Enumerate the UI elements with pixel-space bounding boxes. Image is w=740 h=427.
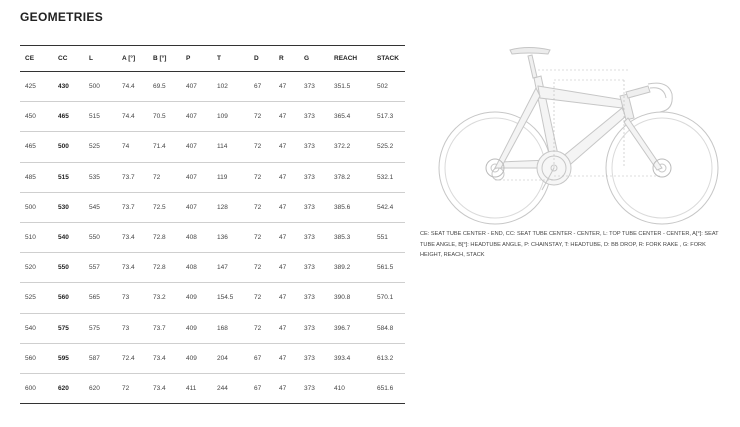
table-cell: 47 bbox=[274, 132, 299, 162]
table-cell: 407 bbox=[181, 102, 212, 132]
table-cell: 69.5 bbox=[148, 72, 181, 102]
table-cell: 535 bbox=[84, 162, 117, 192]
table-cell: 584.8 bbox=[372, 313, 405, 343]
table-cell: 47 bbox=[274, 102, 299, 132]
table-cell: 587 bbox=[84, 343, 117, 373]
table-cell: 595 bbox=[53, 343, 84, 373]
table-cell: 73 bbox=[117, 313, 148, 343]
table-cell: 47 bbox=[274, 222, 299, 252]
col-header: T bbox=[212, 46, 249, 72]
table-cell: 425 bbox=[20, 72, 53, 102]
col-header: A [°] bbox=[117, 46, 148, 72]
table-cell: 128 bbox=[212, 192, 249, 222]
table-cell: 47 bbox=[274, 253, 299, 283]
table-cell: 373 bbox=[299, 283, 329, 313]
table-cell: 73.7 bbox=[117, 192, 148, 222]
table-cell: 114 bbox=[212, 132, 249, 162]
table-cell: 67 bbox=[249, 343, 274, 373]
table-cell: 517.3 bbox=[372, 102, 405, 132]
table-cell: 365.4 bbox=[329, 102, 372, 132]
table-cell: 373 bbox=[299, 343, 329, 373]
table-cell: 485 bbox=[20, 162, 53, 192]
table-cell: 373 bbox=[299, 253, 329, 283]
table-row bbox=[20, 373, 405, 403]
page-title: GEOMETRIES bbox=[20, 10, 104, 24]
table-cell: 47 bbox=[274, 283, 299, 313]
table-cell: 74.4 bbox=[117, 72, 148, 102]
table-cell: 408 bbox=[181, 253, 212, 283]
table-cell: 244 bbox=[212, 373, 249, 403]
table-cell: 373 bbox=[299, 222, 329, 252]
table-cell: 532.1 bbox=[372, 162, 405, 192]
table-cell: 373 bbox=[299, 162, 329, 192]
table-cell: 72.8 bbox=[148, 222, 181, 252]
table-cell: 651.6 bbox=[372, 373, 405, 403]
geometry-table bbox=[20, 45, 405, 404]
table-cell: 407 bbox=[181, 162, 212, 192]
col-header: G bbox=[299, 46, 329, 72]
col-header: CE bbox=[20, 46, 53, 72]
table-cell: 72 bbox=[249, 102, 274, 132]
col-header: P bbox=[181, 46, 212, 72]
table-cell: 72 bbox=[249, 313, 274, 343]
table-cell: 393.4 bbox=[329, 343, 372, 373]
table-row bbox=[20, 253, 405, 283]
table-cell: 73.4 bbox=[148, 343, 181, 373]
table-cell: 515 bbox=[84, 102, 117, 132]
table-cell: 378.2 bbox=[329, 162, 372, 192]
table-cell: 47 bbox=[274, 313, 299, 343]
table-cell: 109 bbox=[212, 102, 249, 132]
table-cell: 525 bbox=[84, 132, 117, 162]
table-cell: 550 bbox=[53, 253, 84, 283]
table-cell: 389.2 bbox=[329, 253, 372, 283]
table-cell: 154.5 bbox=[212, 283, 249, 313]
table-cell: 136 bbox=[212, 222, 249, 252]
table-cell: 390.8 bbox=[329, 283, 372, 313]
table-cell: 407 bbox=[181, 72, 212, 102]
table-cell: 74 bbox=[117, 132, 148, 162]
table-cell: 72 bbox=[148, 162, 181, 192]
table-header-row bbox=[20, 46, 405, 72]
bicycle-geometry-icon bbox=[410, 40, 730, 225]
table-cell: 47 bbox=[274, 343, 299, 373]
table-row bbox=[20, 222, 405, 252]
table-cell: 385.3 bbox=[329, 222, 372, 252]
table-cell: 73.4 bbox=[117, 222, 148, 252]
table-cell: 72.8 bbox=[148, 253, 181, 283]
col-header: REACH bbox=[329, 46, 372, 72]
table-cell: 620 bbox=[53, 373, 84, 403]
table-row bbox=[20, 132, 405, 162]
table-cell: 561.5 bbox=[372, 253, 405, 283]
table-cell: 540 bbox=[53, 222, 84, 252]
table-cell: 396.7 bbox=[329, 313, 372, 343]
table-cell: 525.2 bbox=[372, 132, 405, 162]
table-cell: 47 bbox=[274, 72, 299, 102]
col-header: STACK bbox=[372, 46, 405, 72]
table-cell: 72.4 bbox=[117, 343, 148, 373]
table-cell: 47 bbox=[274, 373, 299, 403]
table-cell: 613.2 bbox=[372, 343, 405, 373]
table-cell: 74.4 bbox=[117, 102, 148, 132]
table-cell: 73.7 bbox=[148, 313, 181, 343]
table-cell: 565 bbox=[84, 283, 117, 313]
table-cell: 47 bbox=[274, 162, 299, 192]
table-cell: 72.5 bbox=[148, 192, 181, 222]
table-cell: 204 bbox=[212, 343, 249, 373]
table-cell: 407 bbox=[181, 132, 212, 162]
table-cell: 450 bbox=[20, 102, 53, 132]
table-cell: 73.2 bbox=[148, 283, 181, 313]
table-cell: 409 bbox=[181, 343, 212, 373]
table-row bbox=[20, 162, 405, 192]
table-cell: 168 bbox=[212, 313, 249, 343]
table-cell: 73 bbox=[117, 283, 148, 313]
table-cell: 70.5 bbox=[148, 102, 181, 132]
table-cell: 72 bbox=[249, 132, 274, 162]
table-cell: 520 bbox=[20, 253, 53, 283]
col-header: CC bbox=[53, 46, 84, 72]
table-cell: 351.5 bbox=[329, 72, 372, 102]
table-cell: 72 bbox=[249, 253, 274, 283]
table-cell: 410 bbox=[329, 373, 372, 403]
table-cell: 550 bbox=[84, 222, 117, 252]
table-cell: 373 bbox=[299, 373, 329, 403]
table-cell: 373 bbox=[299, 132, 329, 162]
table-cell: 465 bbox=[53, 102, 84, 132]
table-cell: 409 bbox=[181, 283, 212, 313]
table-cell: 570.1 bbox=[372, 283, 405, 313]
table-row bbox=[20, 313, 405, 343]
table-row bbox=[20, 102, 405, 132]
table-cell: 373 bbox=[299, 313, 329, 343]
table-row bbox=[20, 192, 405, 222]
table-cell: 530 bbox=[53, 192, 84, 222]
table-cell: 67 bbox=[249, 72, 274, 102]
table-cell: 407 bbox=[181, 192, 212, 222]
table-cell: 72 bbox=[249, 192, 274, 222]
table-cell: 147 bbox=[212, 253, 249, 283]
col-header: B [°] bbox=[148, 46, 181, 72]
table-cell: 515 bbox=[53, 162, 84, 192]
table-cell: 372.2 bbox=[329, 132, 372, 162]
table-cell: 542.4 bbox=[372, 192, 405, 222]
table-cell: 500 bbox=[53, 132, 84, 162]
table-cell: 67 bbox=[249, 373, 274, 403]
table-row bbox=[20, 343, 405, 373]
table-cell: 575 bbox=[84, 313, 117, 343]
table-cell: 72 bbox=[249, 162, 274, 192]
table-cell: 373 bbox=[299, 72, 329, 102]
table-cell: 500 bbox=[84, 72, 117, 102]
table-cell: 373 bbox=[299, 192, 329, 222]
table-cell: 545 bbox=[84, 192, 117, 222]
table-cell: 119 bbox=[212, 162, 249, 192]
table-cell: 373 bbox=[299, 102, 329, 132]
table-cell: 73.4 bbox=[117, 253, 148, 283]
table-cell: 47 bbox=[274, 192, 299, 222]
table-cell: 502 bbox=[372, 72, 405, 102]
col-header: R bbox=[274, 46, 299, 72]
table-cell: 540 bbox=[20, 313, 53, 343]
table-cell: 525 bbox=[20, 283, 53, 313]
table-cell: 560 bbox=[53, 283, 84, 313]
col-header: D bbox=[249, 46, 274, 72]
table-cell: 72 bbox=[117, 373, 148, 403]
table-cell: 408 bbox=[181, 222, 212, 252]
table-cell: 409 bbox=[181, 313, 212, 343]
table-cell: 71.4 bbox=[148, 132, 181, 162]
table-cell: 430 bbox=[53, 72, 84, 102]
table-row bbox=[20, 72, 405, 102]
table-cell: 73.4 bbox=[148, 373, 181, 403]
table-cell: 557 bbox=[84, 253, 117, 283]
table-cell: 73.7 bbox=[117, 162, 148, 192]
table-cell: 72 bbox=[249, 222, 274, 252]
table-cell: 465 bbox=[20, 132, 53, 162]
col-header: L bbox=[84, 46, 117, 72]
geometry-legend: CE: SEAT TUBE CENTER - END, CC: SEAT TUBE CENTER - CENTER, L: TOP TUBE CENTER - CENTER, A[°]: SEAT TUBE ANGLE, B[°]: HEADTUBE ANGLE, P: CHAINSTAY, T: HEADTUBE, D: BB DROP, R: FORK RAKE , G: FORK HEIGHT, REACH, STACK bbox=[420, 231, 719, 258]
table-cell: 575 bbox=[53, 313, 84, 343]
table-cell: 500 bbox=[20, 192, 53, 222]
table-cell: 600 bbox=[20, 373, 53, 403]
table-cell: 510 bbox=[20, 222, 53, 252]
table-cell: 620 bbox=[84, 373, 117, 403]
table-cell: 551 bbox=[372, 222, 405, 252]
table-cell: 72 bbox=[249, 283, 274, 313]
table-row bbox=[20, 283, 405, 313]
table-cell: 385.6 bbox=[329, 192, 372, 222]
table-cell: 411 bbox=[181, 373, 212, 403]
table-cell: 102 bbox=[212, 72, 249, 102]
table-cell: 560 bbox=[20, 343, 53, 373]
